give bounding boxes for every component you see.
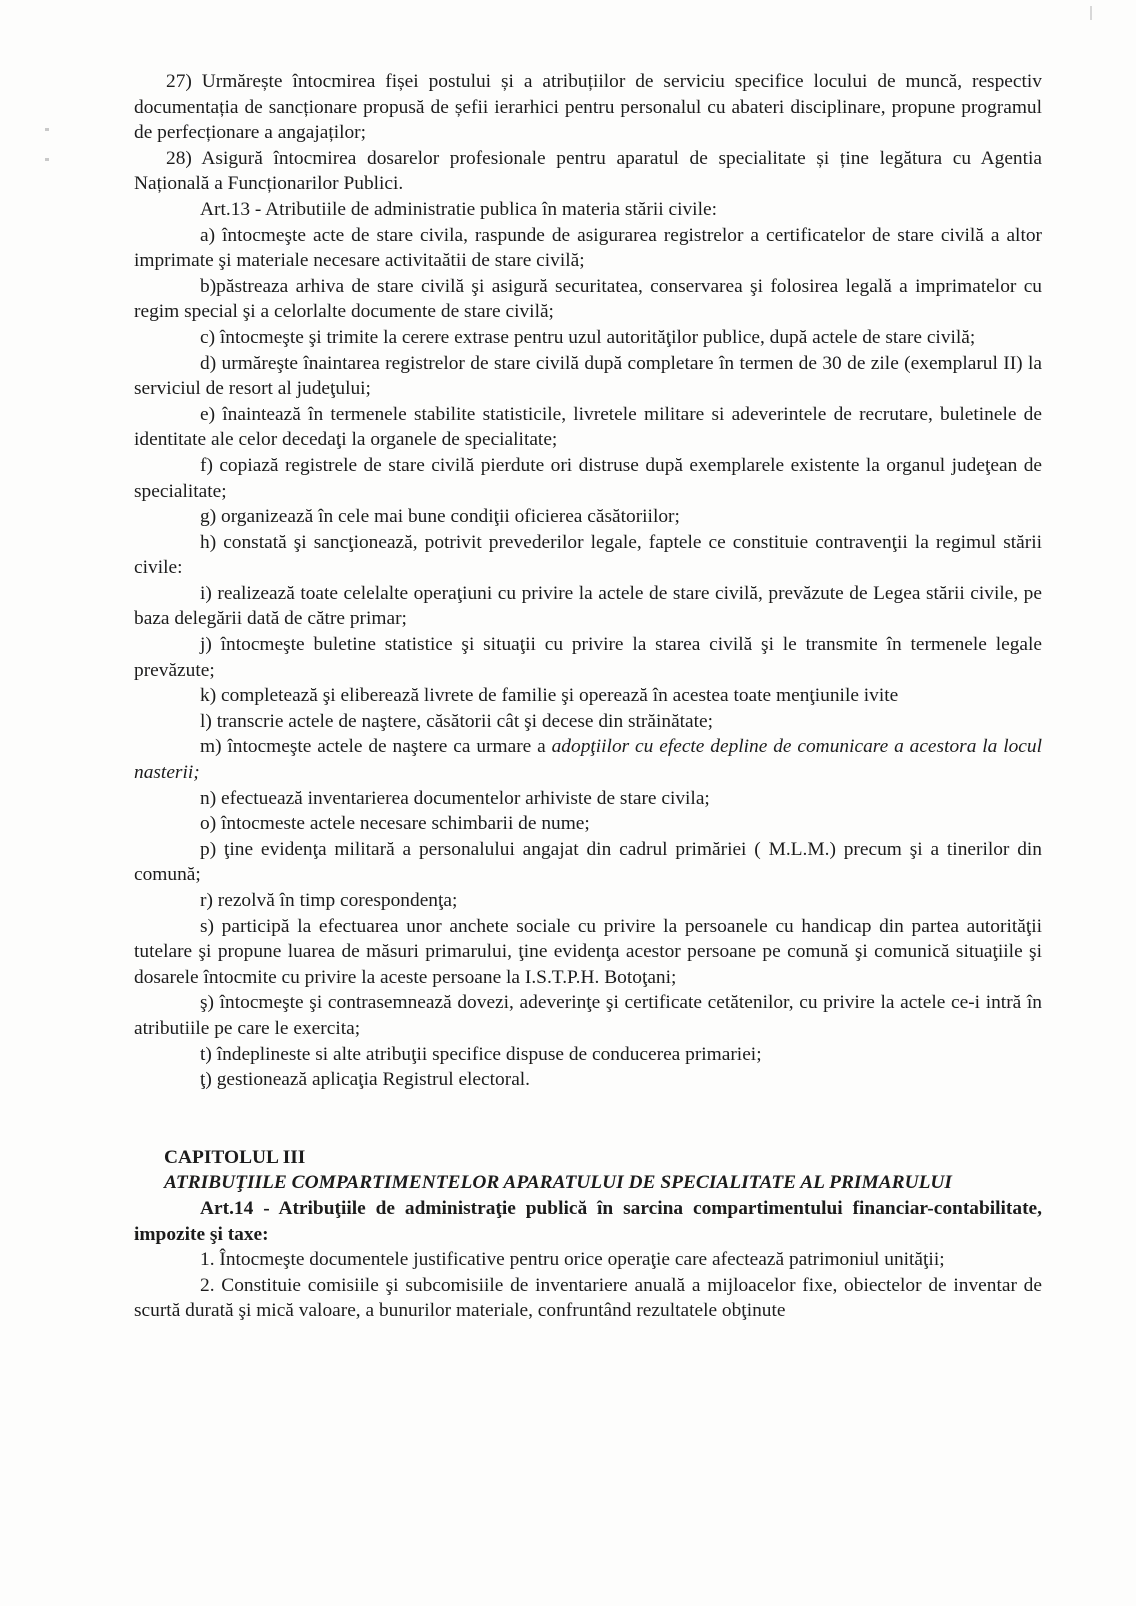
art13-item-o: o) întocmeste actele necesare schimbarii de nume; xyxy=(200,813,590,835)
art13-item-b: b)păstreaza arhiva de stare civilă şi asigură securitatea, conservarea şi folosirea legală a imprimatelor cu regim special şi a celorlalte documente de stare civilă; xyxy=(134,275,1042,323)
chapter-number: CAPITOLUL III xyxy=(164,1146,306,1168)
scan-mark xyxy=(45,158,49,161)
paragraph-27: 27) Urmărește întocmirea fișei postului și a atribuțiilor de serviciu specifice locului de muncă, respectiv documentația de sancționare propusă de șefii ierarhici pentru personalul cu abateri disciplinare, propune programul de perfecționare a angajaților; xyxy=(134,71,1042,144)
art14-item-2: 2. Constituie comisiile şi subcomisiile de inventariere anuală a mijloacelor fixe, obiectelor de inventar de scurtă durată şi mică valoare, a bunurilor materiale, confruntând rezultatele obţinute xyxy=(134,1274,1042,1322)
art13-item-p: p) ţine evidenţa militară a personalului angajat din cadrul primăriei ( M.L.M.) precum şi a tinerilor din comună; xyxy=(134,838,1042,886)
art13-item-m-text: m) întocmeşte actele de naştere ca urmare a xyxy=(200,736,552,758)
art13-item-k: k) completează şi eliberează livrete de familie şi operează în acestea toate menţiunile ivite xyxy=(200,685,899,707)
art13-item-c: c) întocmeşte şi trimite la cerere extrase pentru uzul autorităţilor publice, după actele de stare civilă; xyxy=(200,326,976,348)
art13-item-s: s) participă la efectuarea unor anchete sociale cu privire la persoanele cu handicap din partea autorităţii tutelare şi propune luarea de măsuri primarului, ţine evidenţa acestor persoane pe comună şi comunică situaţiile şi dosarele întocmite cu privire la aceste persoane la I.S.T.P.H. Botoţani; xyxy=(134,915,1042,988)
art13-item-i: i) realizează toate celelalte operaţiuni cu privire la actele de stare civilă, prevăzute de Legea stării civile, pe baza delegării dată de către primar; xyxy=(134,582,1042,630)
art13-item-t-cedilla: ţ) gestionează aplicaţia Registrul electoral. xyxy=(200,1069,531,1091)
art14-item-1: 1. Întocmeşte documentele justificative pentru orice operaţie care afectează patrimoniul unităţii; xyxy=(200,1249,945,1271)
article-13-text: Atributiile de administratie publica în materia stării civile: xyxy=(261,198,717,220)
art13-item-h: h) constată şi sancţionează, potrivit prevederilor legale, faptele ce constituie contravenţii la regimul stării civile: xyxy=(134,531,1042,579)
scan-mark xyxy=(45,128,49,131)
art13-item-e: e) înaintează în termenele stabilite statisticile, livretele militare si adeverintele de recrutare, buletinele de identitate ale celor decedaţi la organele de specialitate; xyxy=(134,403,1042,451)
art13-item-d: d) urmăreşte înaintarea registrelor de stare civilă după completare în termen de 30 de zile (exemplarul II) la serviciul de resort al judeţului; xyxy=(134,352,1042,400)
art13-item-a: a) întocmeşte acte de stare civila, raspunde de asigurarea registrelor a certificatelor de stare civilă a altor imprimate şi materiale necesare activitaătii de stare civilă; xyxy=(134,224,1042,272)
article-13-label: Art.13 - xyxy=(200,198,262,220)
scan-edge-mark xyxy=(1090,6,1092,20)
article-14-label: Art.14 - xyxy=(200,1197,270,1219)
art13-item-j: j) întocmeşte buletine statistice şi situaţii cu privire la starea civilă şi le transmite în termenele legale prevăzute; xyxy=(134,634,1042,681)
art13-item-f: f) copiază registrele de stare civilă pierdute ori distruse după exemplarele existente la organul judeţean de specialitate; xyxy=(134,454,1042,502)
article-13-heading xyxy=(134,197,1042,223)
art13-item-s-cedilla: ş) întocmeşte şi contrasemnează dovezi, adeverinţe şi certificate cetătenilor, cu privire la actele ce-i intră în atributiile pe care le exercita; xyxy=(134,992,1042,1039)
article-14-heading xyxy=(134,1196,1042,1247)
art13-item-r: r) rezolvă în timp corespondenţa; xyxy=(200,890,458,911)
art13-item-l: l) transcrie actele de naştere, căsătorii cât şi decese din străinătate; xyxy=(200,710,714,732)
chapter-title: ATRIBUŢIILE COMPARTIMENTELOR APARATULUI DE SPECIALITATE AL PRIMARULUI xyxy=(164,1172,952,1194)
art13-item-n: n) efectuează inventarierea documentelor arhiviste de stare civila; xyxy=(200,787,710,809)
article-14-text: Atribuţiile de administraţie publică în sarcina compartimentului financiar-contabilitate, impozite şi taxe: xyxy=(134,1197,1042,1245)
art13-item-g: g) organizează în cele mai bune condiţii oficierea căsătoriilor; xyxy=(200,506,680,528)
section-spacer xyxy=(134,1093,1042,1145)
art13-item-m-italic: adopţiilor cu efecte depline de comunicare a acestora la locul nasterii; xyxy=(134,736,1042,784)
art13-item-m xyxy=(134,734,1042,785)
paragraph-28: 28) Asigură întocmirea dosarelor profesionale pentru aparatul de specialitate și ține legătura cu Agentia Națională a Funcționarilor Publici. xyxy=(134,147,1042,195)
art13-item-t: t) îndeplineste si alte atribuţii specifice dispuse de conducerea primariei; xyxy=(200,1043,762,1065)
